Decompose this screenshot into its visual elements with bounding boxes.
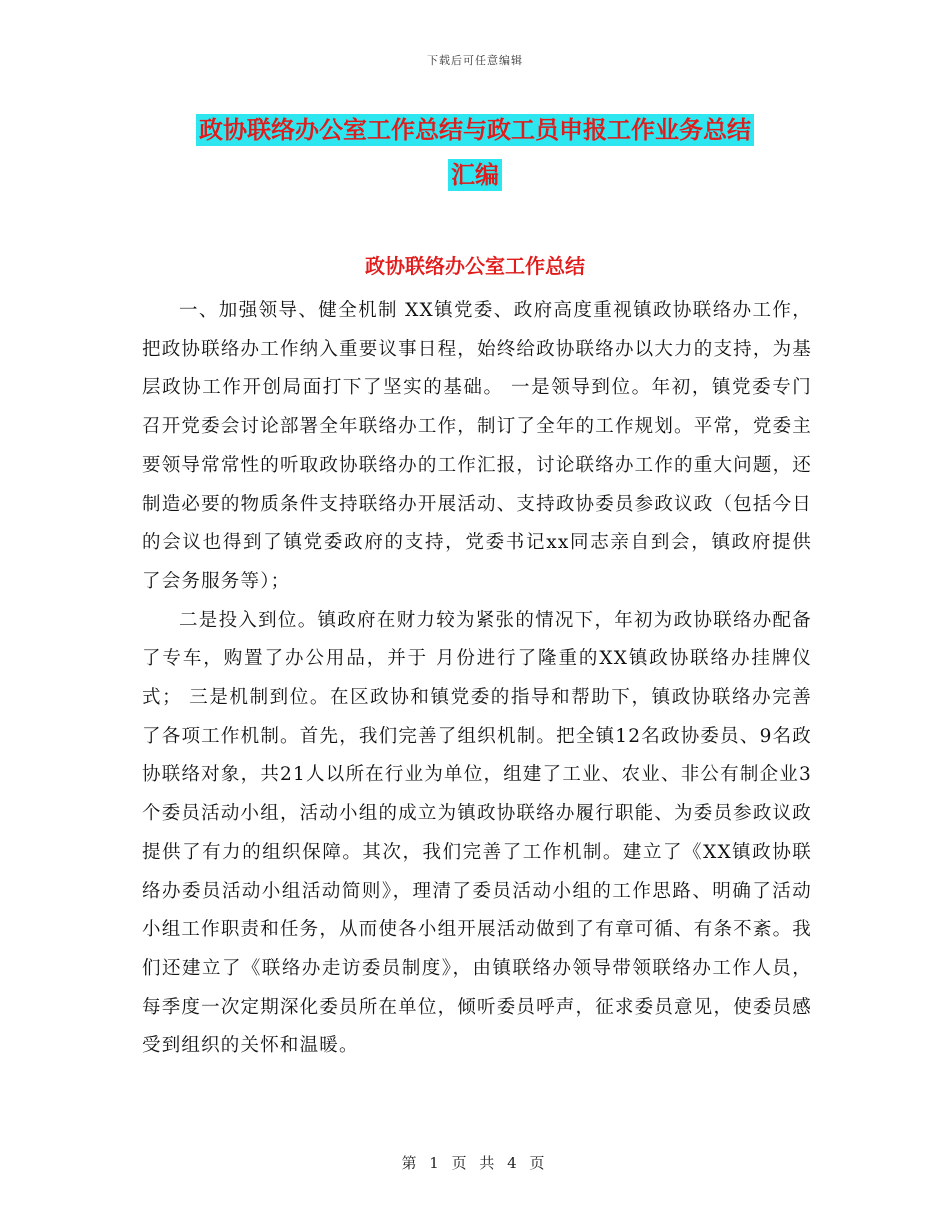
document-title-line-2: 汇编 (448, 159, 502, 191)
paragraph: 一、加强领导、健全机制 XX镇党委、政府高度重视镇政协联络办工作，把政协联络办工作纳入重要议事日程，始终给政协联络办以大力的支持，为基层政协工作开创局面打下了坚实的基础。 一是领导到位。年初，镇党委专门召开党委会讨论部署全年联络办工作，制订了全年的工作规划。平常，党委主要领导常常性的听取政协联络办的工作汇报，讨论联络办工作的重大问题，还制造必要的物质条件支持联络办开展活动、支持政协委员参政议政（包括今日的会议也得到了镇党委政府的支持，党委书记xx同志亲自到会，镇政府提供了会务服务等）； (142, 300, 812, 592)
document-title (120, 108, 830, 198)
header-note: 下载后可任意编辑 (427, 54, 523, 67)
page-footer: 第 1 页 共 4 页 (401, 1154, 549, 1172)
body-text (142, 292, 812, 1066)
document-title-line-1: 政协联络办公室工作总结与政工员申报工作业务总结 (196, 114, 754, 146)
paragraph: 二是投入到位。镇政府在财力较为紧张的情况下，年初为政协联络办配备了专车，购置了办公用品，并于 月份进行了隆重的XX镇政协联络办挂牌仪式； 三是机制到位。在区政协和镇党委的指导和帮助下，镇政协联络办完善了各项工作机制。首先，我们完善了组织机制。把全镇12名政协委员、9名政协联络对象，共21人以所在行业为单位，组建了工业、农业、非公有制企业3个委员活动小组，活动小组的成立为镇政协联络办履行职能、为委员参政议政提供了有力的组织保障。其次，我们完善了工作机制。建立了《XX镇政协联络办委员活动小组活动简则》，理清了委员活动小组的工作思路、明确了活动小组工作职责和任务，从而使各小组开展活动做到了有章可循、有条不紊。我们还建立了《联络办走访委员制度》，由镇联络办领导带领联络办工作人员，每季度一次定期深化委员所在单位，倾听委员呼声，征求委员意见，使委员感受到组织的关怀和温暖。 (142, 609, 812, 1057)
section-title: 政协联络办公室工作总结 (365, 254, 585, 278)
